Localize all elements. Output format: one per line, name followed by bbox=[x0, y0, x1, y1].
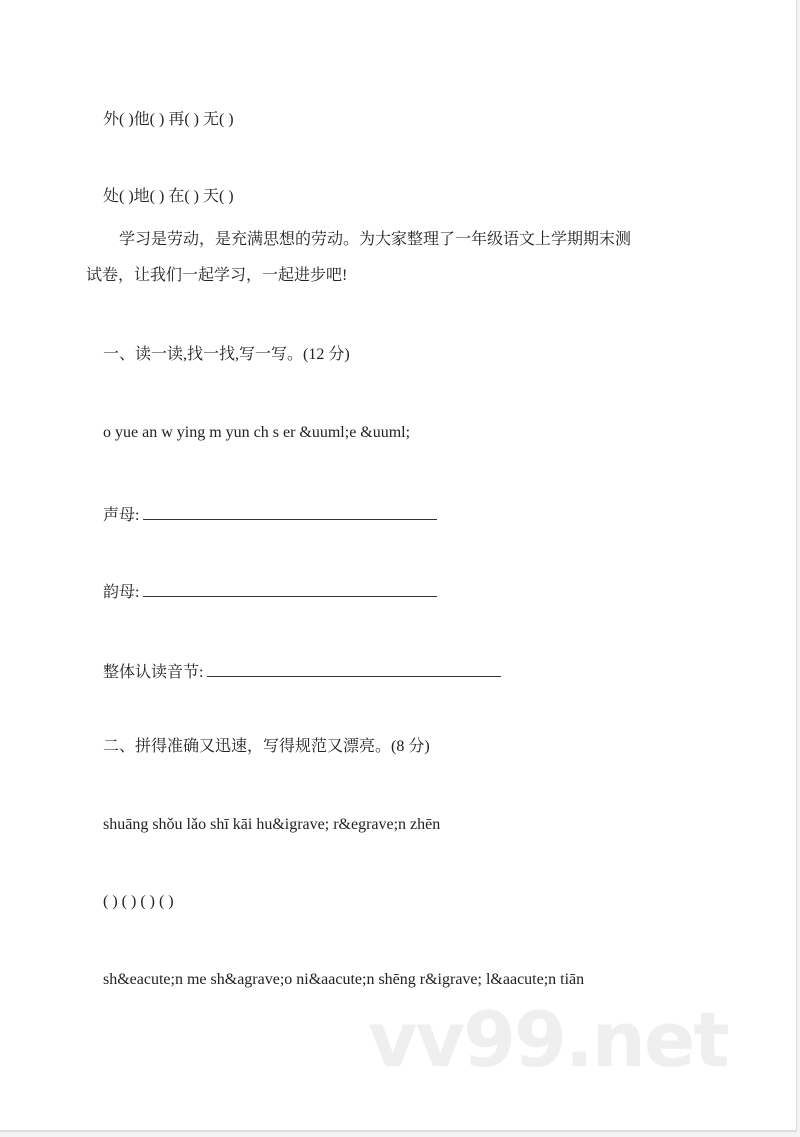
yunmu-label: 韵母: bbox=[103, 584, 140, 601]
bracket-row: ( ) ( ) ( ) ( ) bbox=[103, 893, 174, 910]
zhengti-blank bbox=[207, 662, 501, 677]
word-row-1: 外( )他( ) 再( ) 无( ) bbox=[103, 111, 234, 128]
yunmu-row bbox=[103, 582, 437, 603]
intro-line-2: 试卷，让我们一起学习，一起进步吧! bbox=[86, 267, 348, 284]
shengmu-blank bbox=[143, 505, 437, 520]
zhengti-row bbox=[103, 662, 501, 683]
yunmu-blank bbox=[143, 582, 437, 597]
section-1-heading: 一、读一读,找一找,写一写。(12 分) bbox=[103, 346, 350, 363]
shengmu-label: 声母: bbox=[103, 507, 140, 524]
section-2-heading: 二、拼得准确又迅速，写得规范又漂亮。(8 分) bbox=[103, 738, 430, 755]
pinyin-row-1: shuāng shǒu lǎo shī kāi hu&igrave; r&egrave;n zhēn bbox=[103, 816, 441, 833]
pinyin-row-2: sh&eacute;n me sh&agrave;o ni&aacute;n shēng r&igrave; l&aacute;n tiān bbox=[103, 971, 585, 988]
word-row-2: 处( )地( ) 在( ) 天( ) bbox=[103, 188, 234, 205]
pinyin-list: o yue an w ying m yun ch s er &uuml;e &uuml; bbox=[103, 424, 411, 441]
shengmu-row bbox=[103, 505, 437, 526]
watermark: vv99.net bbox=[368, 995, 728, 1084]
intro-line-1: 学习是劳动，是充满思想的劳动。为大家整理了一年级语文上学期期末测 bbox=[119, 231, 632, 248]
zhengti-label: 整体认读音节: bbox=[103, 664, 204, 681]
